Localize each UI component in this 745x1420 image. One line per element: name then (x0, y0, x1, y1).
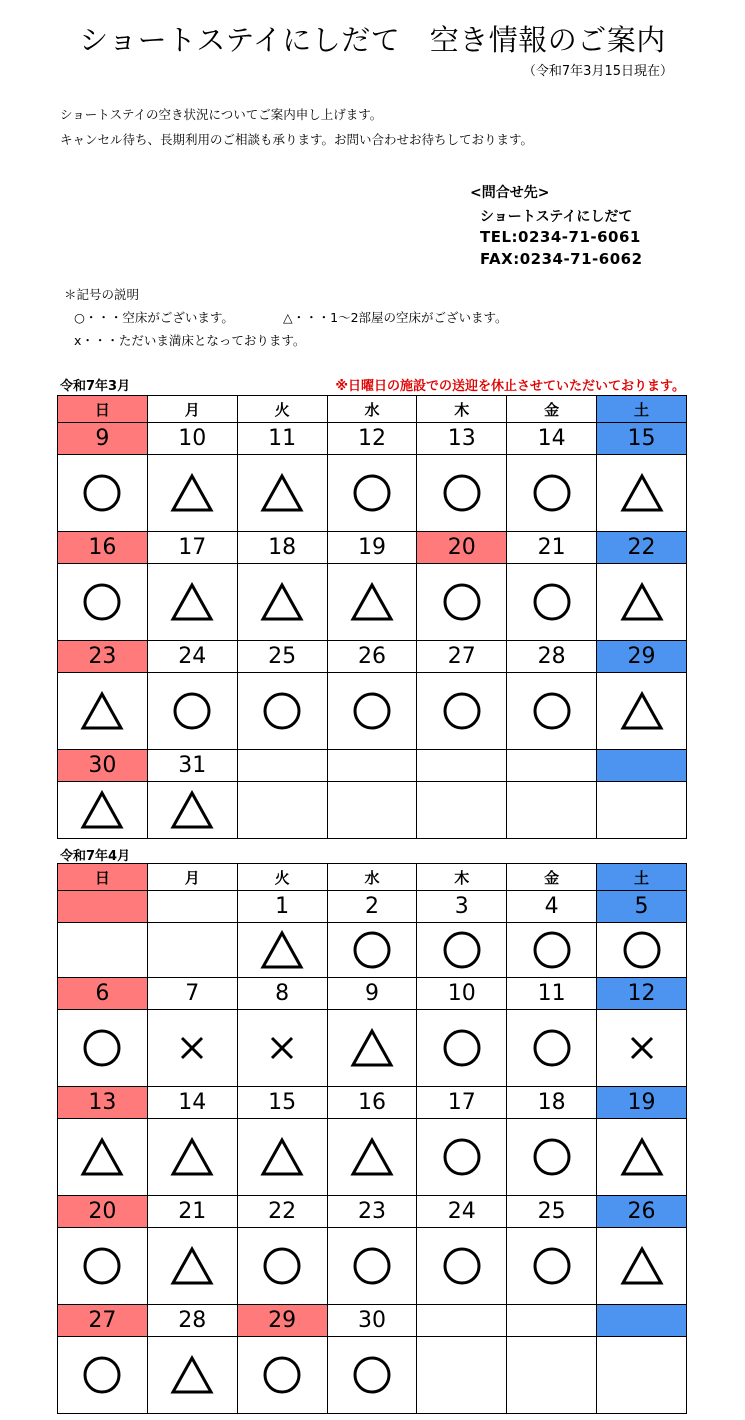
intro-line-1: ショートステイの空き状況についてご案内申し上げます。 (60, 107, 383, 122)
triangle-icon (620, 1256, 664, 1275)
triangle-icon (80, 800, 124, 819)
availability-cell (417, 782, 507, 839)
circle-icon (532, 1256, 572, 1275)
availability-cell (237, 1119, 327, 1196)
date-cell (417, 750, 507, 782)
availability-cell (417, 1337, 507, 1414)
availability-cell (147, 1337, 237, 1414)
triangle-icon (260, 1147, 304, 1166)
weekday-header: 日 (58, 864, 148, 891)
date-cell: 17 (417, 1087, 507, 1119)
date-cell: 22 (237, 1196, 327, 1228)
circle-icon (442, 940, 482, 959)
availability-cell (417, 564, 507, 641)
circle-icon (82, 1038, 122, 1057)
date-cell: 16 (58, 532, 148, 564)
circle-icon (82, 592, 122, 611)
cross-icon (267, 1038, 297, 1057)
legend-title: ＊記号の説明 (64, 287, 140, 302)
date-cell: 18 (507, 1087, 597, 1119)
availability-cell (507, 455, 597, 532)
triangle-icon (620, 1147, 664, 1166)
date-cell: 20 (58, 1196, 148, 1228)
availability-cell (237, 923, 327, 978)
date-cell: 7 (147, 978, 237, 1010)
circle-icon (82, 483, 122, 502)
circle-icon (532, 483, 572, 502)
date-cell: 9 (58, 423, 148, 455)
triangle-icon (260, 483, 304, 502)
availability-cell (147, 782, 237, 839)
availability-cell (507, 1337, 597, 1414)
triangle-icon (170, 483, 214, 502)
availability-cell (507, 1228, 597, 1305)
calendar-april (57, 863, 687, 1414)
intro-line-2: キャンセル待ち、長期利用のご相談も承ります。お問い合わせお待ちしております。 (60, 132, 534, 147)
availability-cell (147, 1119, 237, 1196)
triangle-icon (350, 1147, 394, 1166)
availability-cell (327, 455, 417, 532)
date-cell (58, 891, 148, 923)
date-cell: 21 (147, 1196, 237, 1228)
date-cell: 16 (327, 1087, 417, 1119)
weekday-header: 木 (417, 864, 507, 891)
availability-cell (327, 673, 417, 750)
contact-heading: <問合せ先> (470, 185, 550, 201)
availability-cell (147, 1228, 237, 1305)
date-cell: 5 (597, 891, 687, 923)
date-cell: 31 (147, 750, 237, 782)
triangle-icon (170, 800, 214, 819)
date-cell: 20 (417, 532, 507, 564)
date-cell (147, 891, 237, 923)
triangle-icon (620, 701, 664, 720)
availability-cell (237, 782, 327, 839)
date-cell: 21 (507, 532, 597, 564)
weekday-header: 水 (327, 864, 417, 891)
legend-circle: ○・・・空床がございます。 (74, 310, 234, 325)
date-cell: 24 (147, 641, 237, 673)
date-cell: 10 (417, 978, 507, 1010)
date-cell: 9 (327, 978, 417, 1010)
availability-cell (507, 564, 597, 641)
triangle-icon (170, 1147, 214, 1166)
availability-cell (417, 455, 507, 532)
weekday-header: 火 (237, 864, 327, 891)
triangle-icon (170, 1365, 214, 1384)
date-cell: 26 (327, 641, 417, 673)
date-cell: 19 (327, 532, 417, 564)
triangle-icon (80, 701, 124, 720)
availability-cell (147, 564, 237, 641)
availability-cell (327, 1228, 417, 1305)
circle-icon (442, 592, 482, 611)
availability-cell (237, 673, 327, 750)
circle-icon (532, 592, 572, 611)
date-cell (597, 1305, 687, 1337)
availability-cell (597, 455, 687, 532)
availability-cell (417, 1010, 507, 1087)
date-cell (327, 750, 417, 782)
triangle-icon (170, 1256, 214, 1275)
contact-name: ショートステイにしだて (480, 209, 633, 225)
date-cell: 12 (327, 423, 417, 455)
circle-icon (532, 1038, 572, 1057)
page-title: ショートステイにしだて 空き情報のご案内 (79, 23, 666, 57)
circle-icon (442, 483, 482, 502)
circle-icon (442, 1147, 482, 1166)
date-cell: 11 (507, 978, 597, 1010)
circle-icon (352, 1365, 392, 1384)
date-cell: 27 (417, 641, 507, 673)
legend-cross: x・・・ただいま満床となっております。 (74, 333, 306, 348)
date-cell: 13 (58, 1087, 148, 1119)
availability-cell (147, 923, 237, 978)
contact-tel: TEL:0234-71-6061 (480, 228, 641, 246)
availability-cell (147, 1010, 237, 1087)
circle-icon (622, 940, 662, 959)
date-cell: 22 (597, 532, 687, 564)
circle-icon (442, 701, 482, 720)
date-cell: 18 (237, 532, 327, 564)
triangle-icon (620, 483, 664, 502)
weekday-header: 月 (147, 396, 237, 423)
availability-cell (507, 782, 597, 839)
availability-cell (327, 923, 417, 978)
date-cell: 25 (237, 641, 327, 673)
circle-icon (82, 1256, 122, 1275)
date-cell: 27 (58, 1305, 148, 1337)
weekday-header: 月 (147, 864, 237, 891)
contact-fax: FAX:0234-71-6062 (480, 250, 643, 268)
circle-icon (172, 701, 212, 720)
date-cell: 29 (237, 1305, 327, 1337)
calendar-march (57, 395, 687, 839)
availability-cell (597, 1228, 687, 1305)
weekday-header: 日 (58, 396, 148, 423)
date-cell: 19 (597, 1087, 687, 1119)
weekday-header: 木 (417, 396, 507, 423)
availability-cell (597, 1337, 687, 1414)
circle-icon (262, 1256, 302, 1275)
date-cell: 28 (147, 1305, 237, 1337)
legend-triangle: △・・・1～2部屋の空床がございます。 (283, 310, 508, 325)
circle-icon (262, 1365, 302, 1384)
circle-icon (532, 940, 572, 959)
availability-cell (58, 782, 148, 839)
availability-cell (597, 1010, 687, 1087)
triangle-icon (350, 1038, 394, 1057)
availability-cell (58, 1337, 148, 1414)
weekday-header: 火 (237, 396, 327, 423)
date-cell (507, 1305, 597, 1337)
circle-icon (442, 1038, 482, 1057)
cross-icon (177, 1038, 207, 1057)
date-cell: 23 (58, 641, 148, 673)
availability-cell (327, 782, 417, 839)
availability-cell (147, 673, 237, 750)
availability-cell (597, 564, 687, 641)
circle-icon (352, 1256, 392, 1275)
availability-cell (507, 1119, 597, 1196)
triangle-icon (260, 940, 304, 959)
cross-icon (627, 1038, 657, 1057)
circle-icon (352, 483, 392, 502)
circle-icon (352, 701, 392, 720)
circle-icon (352, 940, 392, 959)
availability-cell (417, 1228, 507, 1305)
date-cell (417, 1305, 507, 1337)
availability-cell (507, 923, 597, 978)
availability-cell (597, 1119, 687, 1196)
availability-cell (327, 1337, 417, 1414)
circle-icon (82, 1365, 122, 1384)
date-cell: 17 (147, 532, 237, 564)
availability-cell (58, 1010, 148, 1087)
availability-cell (237, 1337, 327, 1414)
availability-cell (327, 1119, 417, 1196)
availability-cell (597, 673, 687, 750)
date-cell (597, 750, 687, 782)
availability-cell (237, 455, 327, 532)
date-cell: 15 (597, 423, 687, 455)
date-cell: 23 (327, 1196, 417, 1228)
availability-cell (58, 673, 148, 750)
availability-cell (237, 564, 327, 641)
availability-cell (58, 1119, 148, 1196)
circle-icon (262, 701, 302, 720)
date-cell (507, 750, 597, 782)
date-cell: 14 (507, 423, 597, 455)
availability-cell (507, 673, 597, 750)
date-cell (237, 750, 327, 782)
availability-cell (597, 923, 687, 978)
availability-cell (58, 455, 148, 532)
availability-cell (237, 1228, 327, 1305)
date-cell: 4 (507, 891, 597, 923)
availability-cell (507, 1010, 597, 1087)
triangle-icon (80, 1147, 124, 1166)
date-cell: 1 (237, 891, 327, 923)
availability-cell (597, 782, 687, 839)
availability-cell (58, 923, 148, 978)
date-cell: 25 (507, 1196, 597, 1228)
date-cell: 13 (417, 423, 507, 455)
date-cell: 14 (147, 1087, 237, 1119)
date-cell: 30 (327, 1305, 417, 1337)
date-cell: 8 (237, 978, 327, 1010)
triangle-icon (620, 592, 664, 611)
availability-cell (58, 564, 148, 641)
date-cell: 12 (597, 978, 687, 1010)
date-cell: 15 (237, 1087, 327, 1119)
date-cell: 26 (597, 1196, 687, 1228)
month-label-april: 令和7年4月 (60, 849, 131, 864)
availability-cell (327, 564, 417, 641)
triangle-icon (350, 592, 394, 611)
weekday-header: 土 (597, 864, 687, 891)
availability-cell (237, 1010, 327, 1087)
date-cell: 24 (417, 1196, 507, 1228)
availability-cell (417, 673, 507, 750)
availability-cell (327, 1010, 417, 1087)
weekday-header: 金 (507, 396, 597, 423)
availability-cell (58, 1228, 148, 1305)
circle-icon (442, 1256, 482, 1275)
triangle-icon (260, 592, 304, 611)
circle-icon (532, 1147, 572, 1166)
date-cell: 10 (147, 423, 237, 455)
triangle-icon (170, 592, 214, 611)
date-cell: 30 (58, 750, 148, 782)
weekday-header: 金 (507, 864, 597, 891)
availability-cell (417, 923, 507, 978)
date-cell: 3 (417, 891, 507, 923)
availability-cell (417, 1119, 507, 1196)
circle-icon (532, 701, 572, 720)
sunday-notice: ※日曜日の施設での送迎を休止させていただいております。 (335, 379, 685, 394)
month-label-march: 令和7年3月 (60, 379, 131, 394)
weekday-header: 水 (327, 396, 417, 423)
as-of-date: （令和7年3月15日現在） (522, 64, 673, 79)
date-cell: 11 (237, 423, 327, 455)
date-cell: 28 (507, 641, 597, 673)
date-cell: 2 (327, 891, 417, 923)
availability-cell (147, 455, 237, 532)
weekday-header: 土 (597, 396, 687, 423)
date-cell: 6 (58, 978, 148, 1010)
date-cell: 29 (597, 641, 687, 673)
